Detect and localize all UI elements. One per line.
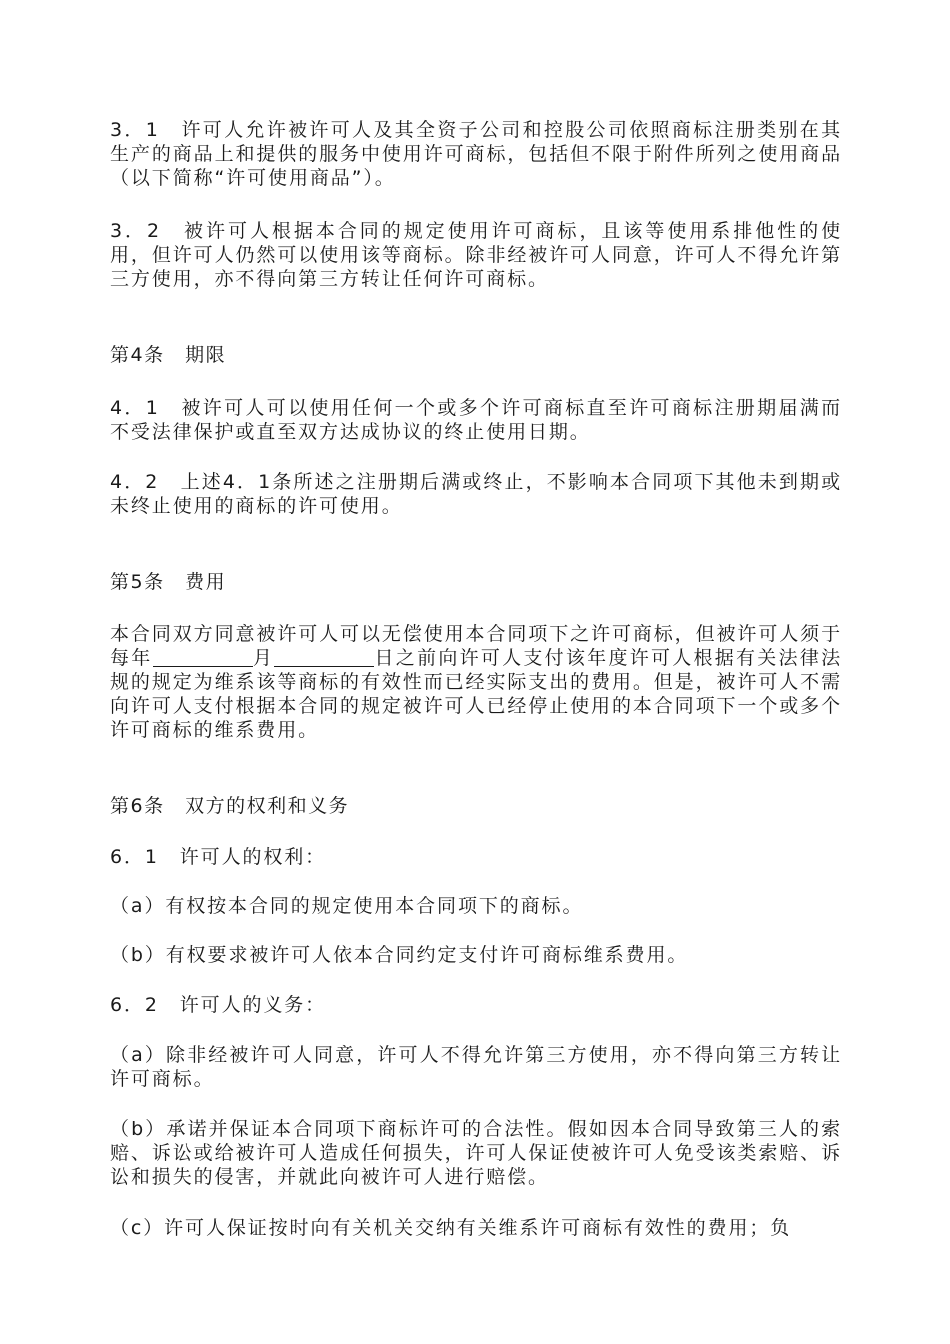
- clause-4-2: 4．2 上述4．1条所述之注册期后满或终止，不影响本合同项下其他未到期或未终止使用的商标的许可使用。: [110, 471, 842, 517]
- article-5-heading: 第5条 费用: [110, 571, 227, 593]
- article-5-text-part-2: 月: [252, 647, 275, 669]
- clause-6-2-c: （c）许可人保证按时向有关机关交纳有关维系许可商标有效性的费用；负: [110, 1217, 792, 1239]
- clause-6-1-b: （b）有权要求被许可人依本合同约定支付许可商标维系费用。: [110, 944, 689, 966]
- month-blank-line: [153, 648, 253, 667]
- clause-3-2: 3．2 被许可人根据本合同的规定使用许可商标，且该等使用系排他性的使用，但许可人仍然可以使用该等商标。除非经被许可人同意，许可人不得允许第三方使用，亦不得向第三方转让任何许可商标。: [110, 220, 842, 290]
- clause-6-2: 6．2 许可人的义务：: [110, 994, 327, 1016]
- clause-4-1: 4．1 被许可人可以使用任何一个或多个许可商标直至许可商标注册期届满而不受法律保护或直至双方达成协议的终止使用日期。: [110, 397, 842, 443]
- article-5-text-part-3: 日之前向许可人支付该年度许可人根据有关法律法规的规定为维系该等商标的有效性而已经实际支出的费用。但是，被许可人不需向许可人支付根据本合同的规定被许可人已经停止使用的本合同项下一个或多个许可商标的维系费用。: [110, 647, 842, 741]
- day-blank-line: [274, 648, 374, 667]
- clause-6-1: 6．1 许可人的权利：: [110, 846, 327, 868]
- article-5-body: [110, 622, 842, 742]
- clause-3-1: 3．1 许可人允许被许可人及其全资子公司和控股公司依照商标注册类别在其生产的商品上和提供的服务中使用许可商标，包括但不限于附件所列之使用商品（以下简称“许可使用商品”）。: [110, 119, 842, 189]
- article-4-heading: 第4条 期限: [110, 344, 227, 366]
- article-6-heading: 第6条 双方的权利和义务: [110, 795, 350, 817]
- article-5-text-part-1: 本合同双方同意被许可人可以无偿使用本合同项下之许可商标，但被许可人须于每年: [110, 623, 842, 669]
- clause-6-2-b: （b）承诺并保证本合同项下商标许可的合法性。假如因本合同导致第三人的索赔、诉讼或给被许可人造成任何损失，许可人保证使被许可人免受该类索赔、诉讼和损失的侵害，并就此向被许可人进行赔偿。: [110, 1118, 842, 1188]
- clause-6-1-a: （a）有权按本合同的规定使用本合同项下的商标。: [110, 895, 584, 917]
- clause-6-2-a: （a）除非经被许可人同意，许可人不得允许第三方使用，亦不得向第三方转让许可商标。: [110, 1044, 842, 1090]
